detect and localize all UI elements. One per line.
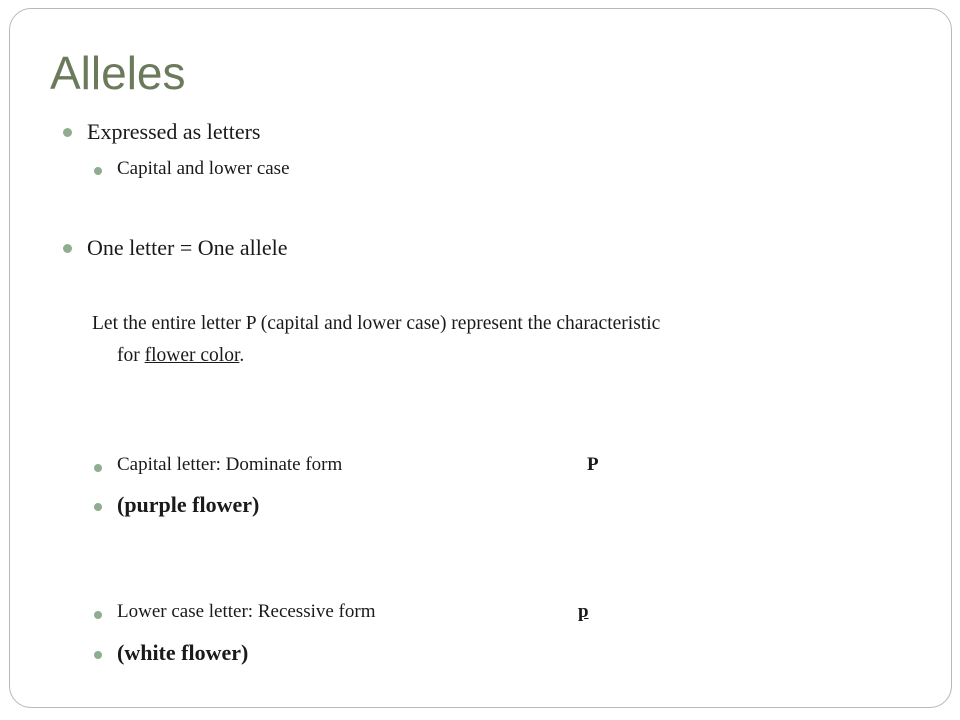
dominant-description: (purple flower) [117,492,260,517]
bullet-dot [63,244,72,253]
slide-title: Alleles [50,47,186,99]
recessive-label: Lower case letter: Recessive form [117,601,376,622]
sub-bullet-dot [94,167,102,175]
paragraph-text: for [117,345,145,366]
sub-bullet-dot [94,651,102,659]
recessive-symbol: p [578,601,589,622]
flower-color-term: flower color [144,345,240,366]
bullet-expressed-as-letters: Expressed as letters [87,119,261,144]
dominant-symbol: P [587,454,599,475]
sub-bullet-dot [94,503,102,511]
sub-bullet-dot [94,464,102,472]
paragraph-line-1: Let the entire letter P (capital and lower case) represent the characteristic [92,313,661,334]
sub-bullet-capital-lower: Capital and lower case [117,158,290,179]
bullet-one-letter-one-allele: One letter = One allele [87,235,288,260]
dominant-label: Capital letter: Dominate form [117,454,343,475]
sub-bullet-dot [94,611,102,619]
paragraph-text: . [239,345,245,366]
paragraph-line-2 [117,345,244,367]
recessive-description: (white flower) [117,640,249,665]
bullet-dot [63,128,72,137]
